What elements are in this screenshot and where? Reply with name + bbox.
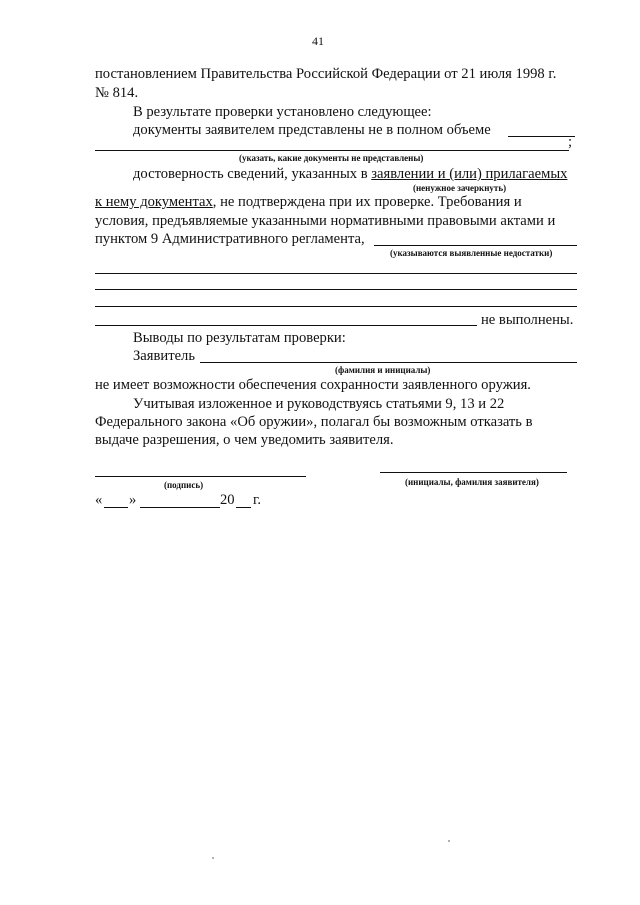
scan-speck (212, 857, 214, 859)
not-fulfilled: не выполнены. (481, 312, 574, 328)
reliability-underlined: заявлении и (или) прилагаемых (371, 166, 568, 182)
not-confirmed-text: , не подтверждена при их проверке. Требования и (212, 194, 522, 210)
docs-fill-line (508, 136, 575, 137)
deficiency-line-1 (95, 273, 577, 274)
date-month-line (140, 507, 220, 508)
signature-line (95, 476, 306, 477)
docs-line: документы заявителем представлены не в полном объеме (133, 122, 491, 138)
deficiency-line-3 (95, 306, 577, 307)
check-heading: В результате проверки установлено следующее: (133, 104, 432, 120)
applicant-hint: (фамилия и инициалы) (335, 365, 431, 375)
docs-hint: (указать, какие документы не представлены) (239, 153, 424, 163)
deficiency-line-2 (95, 289, 577, 290)
date-open-quote: « (95, 492, 103, 508)
conclusions-heading: Выводы по результатам проверки: (133, 330, 346, 346)
reliability-line (133, 166, 567, 183)
conclusion-para-3: выдаче разрешения, о чем уведомить заявителя. (95, 432, 394, 448)
reliability-prefix: достоверность сведений, указанных в (133, 166, 368, 182)
initials-line (380, 472, 567, 473)
scan-speck (448, 840, 450, 842)
initials-hint: (инициалы, фамилия заявителя) (405, 477, 539, 487)
item-fill-line (374, 245, 577, 246)
conclusion-para-1: Учитывая изложенное и руководствуясь статьями 9, 13 и 22 (133, 396, 505, 412)
intro-line-1: постановлением Правительства Российской Федерации от 21 июля 1998 г. (95, 66, 557, 82)
page-number: 41 (312, 34, 324, 48)
deficiency-hint: (указываются выявленные недостатки) (390, 248, 553, 258)
date-year-suffix: г. (253, 492, 261, 508)
conclusion-para-2: Федерального закона «Об оружии», полагал бы возможным отказать в (95, 414, 533, 430)
requirements-line: условия, предъявляемые указанными нормативными правовыми актами и (95, 213, 556, 229)
date-year-line (236, 507, 251, 508)
docs-line-end: ; (568, 134, 573, 150)
applicant-fill-line (200, 362, 577, 363)
date-day-line (104, 507, 128, 508)
strike-hint: (ненужное зачеркнуть) (413, 183, 507, 193)
item-line: пунктом 9 Административного регламента, (95, 231, 365, 247)
intro-line-2: № 814. (95, 85, 139, 101)
deficiency-line-4 (95, 325, 477, 326)
docs-underlined: к нему документах (95, 194, 213, 210)
no-ability-line: не имеет возможности обеспечения сохранности заявленного оружия. (95, 377, 531, 393)
applicant-label: Заявитель (133, 348, 195, 364)
date-year-prefix: 20 (220, 492, 235, 508)
not-confirmed-line (95, 194, 522, 211)
signature-hint: (подпись) (164, 480, 204, 490)
date-close-quote: » (129, 492, 137, 508)
docs-blank-line (95, 150, 569, 151)
